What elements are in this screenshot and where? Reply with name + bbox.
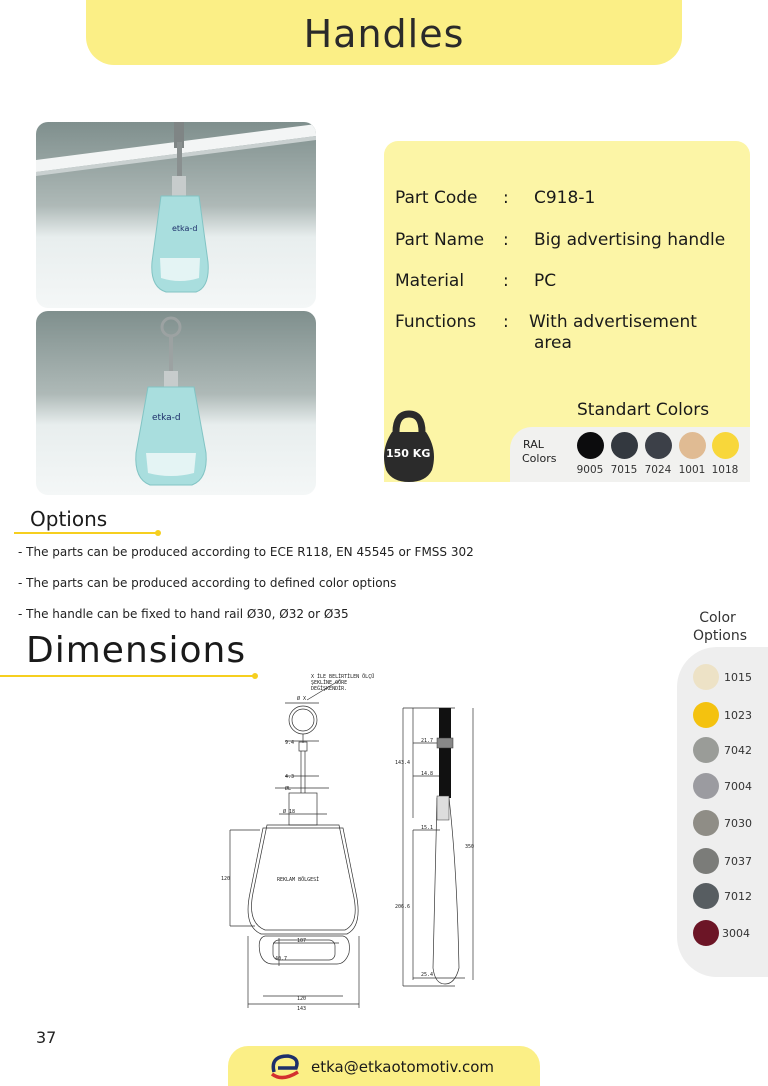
ral-label: RAL bbox=[523, 438, 544, 451]
ral-label-2: Colors bbox=[522, 452, 557, 465]
dim-ox: Ø X bbox=[297, 696, 307, 702]
drawing-note: DEĞİŞKENDİR. bbox=[311, 686, 348, 692]
options-underline bbox=[14, 532, 159, 534]
functions-value: With advertisement bbox=[529, 312, 697, 332]
dim-label: 4.3 bbox=[285, 774, 295, 780]
color-swatch-7024 bbox=[645, 432, 672, 459]
part-name-label: Part Name bbox=[395, 230, 485, 250]
product-photo-loop bbox=[36, 311, 316, 495]
color-code: 1018 bbox=[711, 464, 739, 476]
options-underline-dot bbox=[155, 530, 161, 536]
product-photo-rail bbox=[36, 122, 316, 308]
color-option-code: 7012 bbox=[724, 890, 752, 903]
separator: : bbox=[503, 230, 509, 250]
color-option-swatch-1023 bbox=[693, 702, 719, 728]
dim-label: Ø 18 bbox=[283, 809, 296, 815]
options-title: Options bbox=[30, 507, 108, 531]
dim-label: 15.1 bbox=[421, 825, 434, 831]
functions-label: Functions bbox=[395, 312, 477, 332]
company-logo-icon bbox=[268, 1050, 302, 1082]
separator: : bbox=[503, 188, 509, 208]
color-option-swatch-3004 bbox=[693, 920, 719, 946]
handle-with-loop-illustration bbox=[36, 311, 316, 495]
dim-label: 120 bbox=[297, 996, 307, 1002]
kettlebell-icon bbox=[380, 410, 438, 482]
color-code: 1001 bbox=[678, 464, 706, 476]
weight-label: 150 KG bbox=[386, 447, 431, 460]
color-option-swatch-7042 bbox=[693, 737, 719, 763]
color-option-code: 7042 bbox=[724, 744, 752, 757]
dim-label: 14.8 bbox=[421, 771, 434, 777]
handle-on-rail-illustration bbox=[36, 122, 316, 308]
color-options-title: Color bbox=[699, 610, 736, 626]
color-option-swatch-7037 bbox=[693, 848, 719, 874]
dim-label: ØL bbox=[285, 786, 292, 792]
dim-label: 25.4 bbox=[421, 972, 434, 978]
color-option-swatch-7030 bbox=[693, 810, 719, 836]
dim-label: 9.4 bbox=[285, 740, 295, 746]
part-code-label: Part Code bbox=[395, 188, 478, 208]
drawing-note: ŞEKLİNE GÖRE bbox=[311, 680, 348, 686]
color-code: 9005 bbox=[576, 464, 604, 476]
page-title: Handles bbox=[303, 12, 465, 56]
separator: : bbox=[503, 312, 509, 332]
separator: : bbox=[503, 271, 509, 291]
color-swatch-1001 bbox=[679, 432, 706, 459]
functions-value-line2: area bbox=[534, 333, 572, 353]
color-options-title-2: Options bbox=[692, 628, 748, 644]
color-option-code: 3004 bbox=[722, 927, 750, 940]
dim-label: 350 bbox=[465, 844, 475, 850]
part-name-value: Big advertising handle bbox=[534, 230, 726, 250]
color-option-swatch-7004 bbox=[693, 773, 719, 799]
dim-label: 120 bbox=[221, 876, 231, 882]
color-option-swatch-1015 bbox=[693, 664, 719, 690]
option-line: - The handle can be fixed to hand rail Ø30, Ø32 or Ø35 bbox=[18, 607, 349, 621]
dimensions-title: Dimensions bbox=[26, 630, 247, 671]
color-code: 7015 bbox=[610, 464, 638, 476]
color-swatch-1018 bbox=[712, 432, 739, 459]
color-option-swatch-7012 bbox=[693, 883, 719, 909]
color-code: 7024 bbox=[644, 464, 672, 476]
material-value: PC bbox=[534, 271, 557, 291]
dim-label: 21.7 bbox=[421, 738, 434, 744]
dim-label: 107 bbox=[297, 938, 307, 944]
color-option-code: 7037 bbox=[724, 855, 752, 868]
dim-label: 143.4 bbox=[395, 760, 411, 766]
dim-label: 206.6 bbox=[395, 904, 411, 910]
photo-logo: etka-d bbox=[152, 413, 181, 423]
color-option-code: 7030 bbox=[724, 817, 752, 830]
color-option-code: 1015 bbox=[724, 671, 752, 684]
drawing-note: X İLE BELİRTİLEN ÖLÇÜ bbox=[311, 674, 375, 680]
option-line: - The parts can be produced according to defined color options bbox=[18, 576, 397, 590]
photo-logo: etka-d bbox=[172, 224, 198, 233]
page-number: 37 bbox=[36, 1028, 57, 1047]
material-label: Material bbox=[395, 271, 465, 291]
color-swatch-9005 bbox=[577, 432, 604, 459]
color-swatch-7015 bbox=[611, 432, 638, 459]
dim-label: 40.7 bbox=[275, 956, 288, 962]
part-code-value: C918-1 bbox=[534, 188, 596, 208]
drawing-ad-area-label: REKLAM BÖLGESİ bbox=[277, 877, 320, 883]
option-line: - The parts can be produced according to ECE R118, EN 45545 or FMSS 302 bbox=[18, 545, 474, 559]
technical-drawing bbox=[215, 668, 485, 1018]
color-option-code: 1023 bbox=[724, 709, 752, 722]
footer-email-link[interactable]: etka@etkaotomotiv.com bbox=[311, 1058, 495, 1076]
standart-colors-title: Standart Colors bbox=[577, 400, 710, 420]
color-option-code: 7004 bbox=[724, 780, 752, 793]
dim-label: 143 bbox=[297, 1006, 307, 1012]
